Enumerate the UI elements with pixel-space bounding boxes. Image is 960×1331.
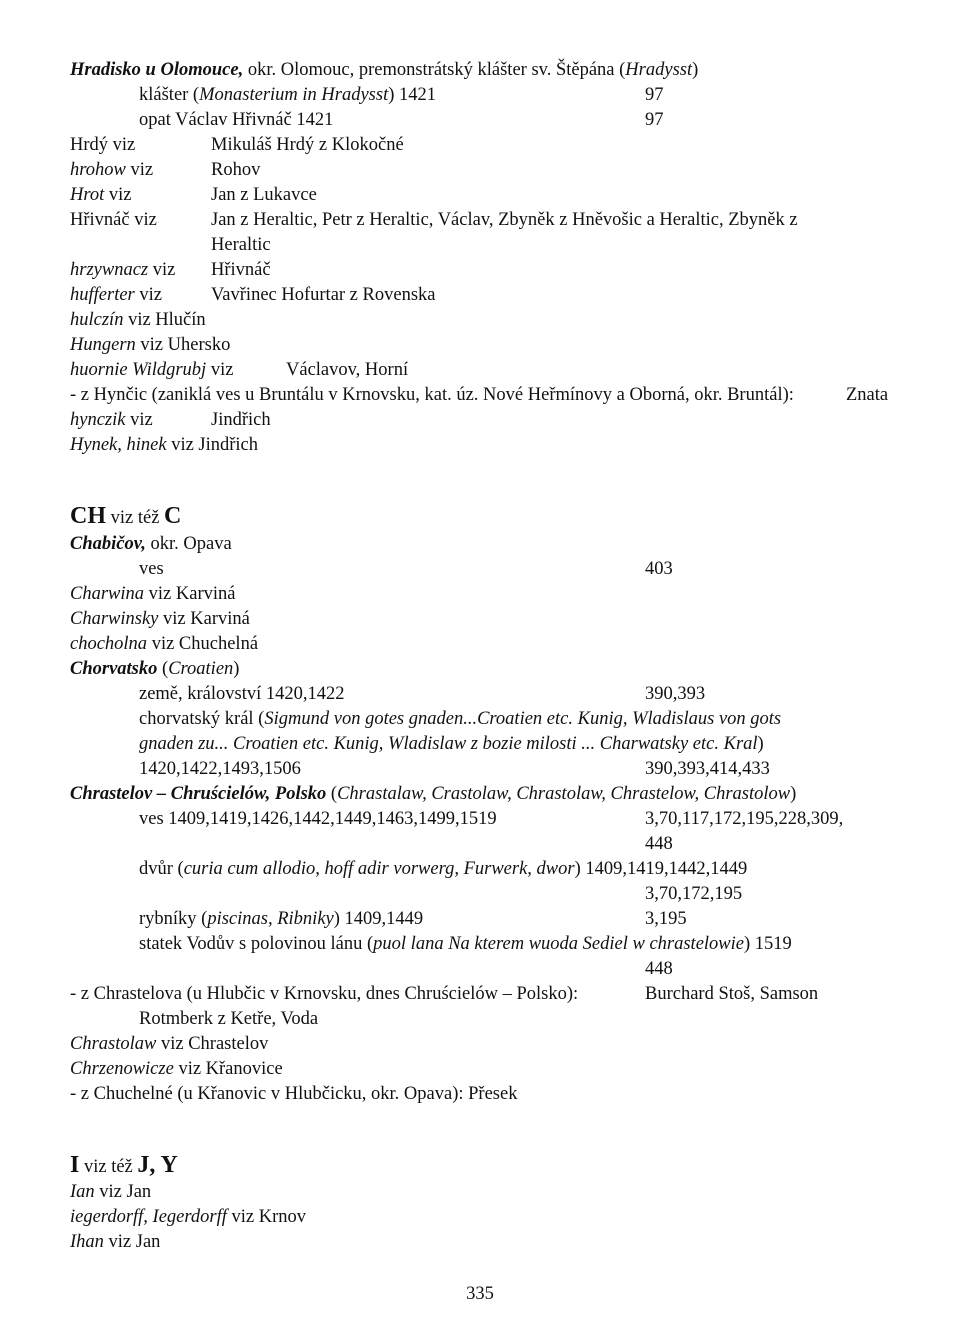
italic-text: Charwina [70,584,145,604]
italic-text: curia cum allodio, hoff adir vorwerg, Furwerk, dwor [183,859,575,879]
italic-text: Hynek, hinek [70,435,167,455]
index-line [139,757,301,781]
page-number: 335 [466,1284,494,1304]
line-text: 97 [645,85,664,105]
line-text: viz též [79,1157,138,1177]
line-text: ) [692,60,699,80]
line-text: viz Křanovice [173,1059,283,1079]
index-line [70,1082,517,1106]
index-line [70,358,233,382]
line-text: ) [757,734,764,754]
line-text: ) 1421 [388,85,437,105]
line-text: ) 1409,1449 [333,909,424,929]
line-text: - z Chrastelova (u Hlubčic v Krnovsku, dnes Chruścielów – Polsko): [70,984,579,1004]
index-line [70,1180,151,1204]
italic-text: hynczik [70,410,126,430]
line-text: viz [134,285,162,305]
line-text: ( [326,784,338,804]
line-text: chorvatský král ( [139,709,265,729]
index-line [139,557,164,581]
index-line [70,532,232,556]
line-text: viz [125,160,154,180]
index-line [70,258,175,282]
index-line [645,832,673,856]
line-text: okr. Olomouc, premonstrátský klášter sv. Štěpána ( [243,60,626,80]
index-line [645,957,673,981]
italic-text: Ihan [70,1232,104,1252]
index-line [70,632,258,656]
line-text: ) [790,784,797,804]
line-text: opat Václav Hřivnáč 1421 [139,110,334,130]
line-text: CH [70,503,106,529]
index-line [70,208,157,232]
index-line [645,757,770,781]
line-text: Burchard Stoš, Samson [645,984,819,1004]
line-text: Hřivnáč viz [70,210,157,230]
line-text: 3,195 [645,909,687,929]
entry-headword: Chrastelov – Chruścielów, Polsko [70,784,327,804]
index-line [70,183,132,207]
line-text: viz Chrastelov [156,1034,269,1054]
line-text: - z Chuchelné (u Křanovic v Hlubčicku, okr. Opava): Přesek [70,1084,518,1104]
index-line [211,283,435,307]
line-text: I [70,1152,80,1178]
index-line [211,133,404,157]
index-line [645,83,664,107]
line-text: ves 1409,1419,1426,1442,1449,1463,1499,1519 [139,809,497,829]
italic-text: puol lana Na kterem wuoda Sediel w chrastelowie [373,934,744,954]
italic-text: Croatien [168,659,234,679]
italic-text: hufferter [70,285,135,305]
line-text: Rotmberk z Ketře, Voda [139,1009,319,1029]
index-line [70,1032,268,1056]
italic-text: Chrastalaw, Crastolaw, Chrastolaw, Chrastelow, Chrastolow [337,784,791,804]
index-line [645,807,843,831]
line-text: 403 [645,559,673,579]
index-line [70,408,153,432]
italic-text: iegerdorff, Iegerdorff [70,1207,227,1227]
line-text: dvůr ( [139,859,184,879]
line-text: 97 [645,110,664,130]
italic-text: Monasterium in Hradysst [199,85,389,105]
index-line [139,108,333,132]
index-line [70,433,258,457]
index-line [70,607,250,631]
index-line [211,208,798,232]
index-line [211,258,271,282]
italic-text: huornie Wildgrubj [70,360,207,380]
line-text: viz Uhersko [135,335,231,355]
index-line [70,1205,306,1229]
line-text: viz [148,260,176,280]
index-line [211,183,317,207]
line-text: viz Jan [94,1182,152,1202]
section-heading [70,1153,178,1179]
line-text: ) 1409,1419,1442,1449 [574,859,748,879]
line-text: viz Jindřich [166,435,259,455]
italic-text: Hradysst [625,60,693,80]
index-line [645,557,673,581]
line-text: viz [104,185,132,205]
index-line [846,383,888,407]
line-text: klášter ( [139,85,200,105]
index-line [645,982,818,1006]
line-text: 448 [645,834,673,854]
index-line [139,807,497,831]
line-text: C [164,503,182,529]
section-heading [70,504,181,530]
index-line [70,1230,160,1254]
index-line [139,707,781,731]
italic-text: Chrzenowicze [70,1059,174,1079]
index-line [645,907,687,931]
line-text: viz Karviná [144,584,236,604]
index-line [645,882,742,906]
index-line [139,1007,318,1031]
line-text: Znata [846,385,889,405]
index-line [139,857,747,881]
italic-text: Hrot [70,185,105,205]
index-line [70,333,230,357]
line-text: Vavřinec Hofurtar z Rovenska [211,285,436,305]
index-line [70,657,239,681]
italic-text: hrohow [70,160,126,180]
index-line [645,108,664,132]
entry-headword: Chorvatsko [70,659,158,679]
line-text: ) [233,659,240,679]
line-text: ( [157,659,169,679]
index-line [70,283,162,307]
italic-text: hulczín [70,310,124,330]
line-text: Hřivnáč [211,260,271,280]
italic-text: hrzywnacz [70,260,149,280]
line-text: J, Y [137,1152,178,1178]
italic-text: Sigmund von gotes gnaden...Croatien etc. Kunig, Wladislaus von gots [264,709,782,729]
line-text: okr. Opava [145,534,232,554]
line-text: Jan z Lukavce [211,185,317,205]
index-line [70,982,578,1006]
index-line [70,383,794,407]
line-text: Rohov [211,160,261,180]
line-text: viz [125,410,153,430]
line-text: viz Chuchelná [147,634,259,654]
index-line [211,158,260,182]
line-text: rybníky ( [139,909,208,929]
line-text: 448 [645,959,673,979]
line-text: Václavov, Horní [286,360,409,380]
index-line [70,308,206,332]
index-line [139,907,423,931]
italic-text: Hungern [70,335,136,355]
italic-text: gnaden zu... Croatien etc. Kunig, Wladislaw z bozie milosti ... Charwatsky etc. Kral [139,734,758,754]
line-text: viz Krnov [226,1207,307,1227]
line-text: 3,70,117,172,195,228,309, [645,809,844,829]
line-text: 1420,1422,1493,1506 [139,759,301,779]
line-text: viz Karviná [158,609,250,629]
line-text: ves [139,559,164,579]
index-line [211,233,271,257]
italic-text: Ian [70,1182,95,1202]
italic-text: Chrastolaw [70,1034,157,1054]
index-line [70,133,135,157]
line-text: statek Vodův s polovinou lánu ( [139,934,374,954]
line-text: Heraltic [211,235,271,255]
index-line [286,358,408,382]
index-line [139,83,436,107]
line-text: 390,393 [645,684,706,704]
italic-text: chocholna [70,634,148,654]
line-text: - z Hynčic (zaniklá ves u Bruntálu v Krnovsku, kat. úz. Nové Heřmínovy a Oborná, okr. Bruntál): [70,385,794,405]
index-line [70,582,235,606]
italic-text: Charwinsky [70,609,159,629]
index-line [139,932,792,956]
entry-headword: Chabičov, [70,534,146,554]
index-line [139,732,764,756]
index-line [70,1057,283,1081]
entry-headword: Hradisko u Olomouce, [70,60,244,80]
line-text: viz Jan [103,1232,161,1252]
line-text: země, království 1420,1422 [139,684,345,704]
line-text: Mikuláš Hrdý z Klokočné [211,135,404,155]
line-text: viz [206,360,234,380]
italic-text: piscinas, Ribniky [207,909,334,929]
line-text: Hrdý viz [70,135,136,155]
line-text: Jan z Heraltic, Petr z Heraltic, Václav, Zbyněk z Hněvošic a Heraltic, Zbyněk z [211,210,798,230]
line-text: 3,70,172,195 [645,884,743,904]
line-text: viz Hlučín [123,310,206,330]
line-text: ) 1519 [744,934,792,954]
index-line [211,408,271,432]
line-text: 390,393,414,433 [645,759,770,779]
line-text: Jindřich [211,410,271,430]
index-line [70,158,153,182]
index-line [70,58,698,82]
index-line [70,782,796,806]
line-text: viz též [106,508,165,528]
index-line [139,682,345,706]
index-line [645,682,705,706]
